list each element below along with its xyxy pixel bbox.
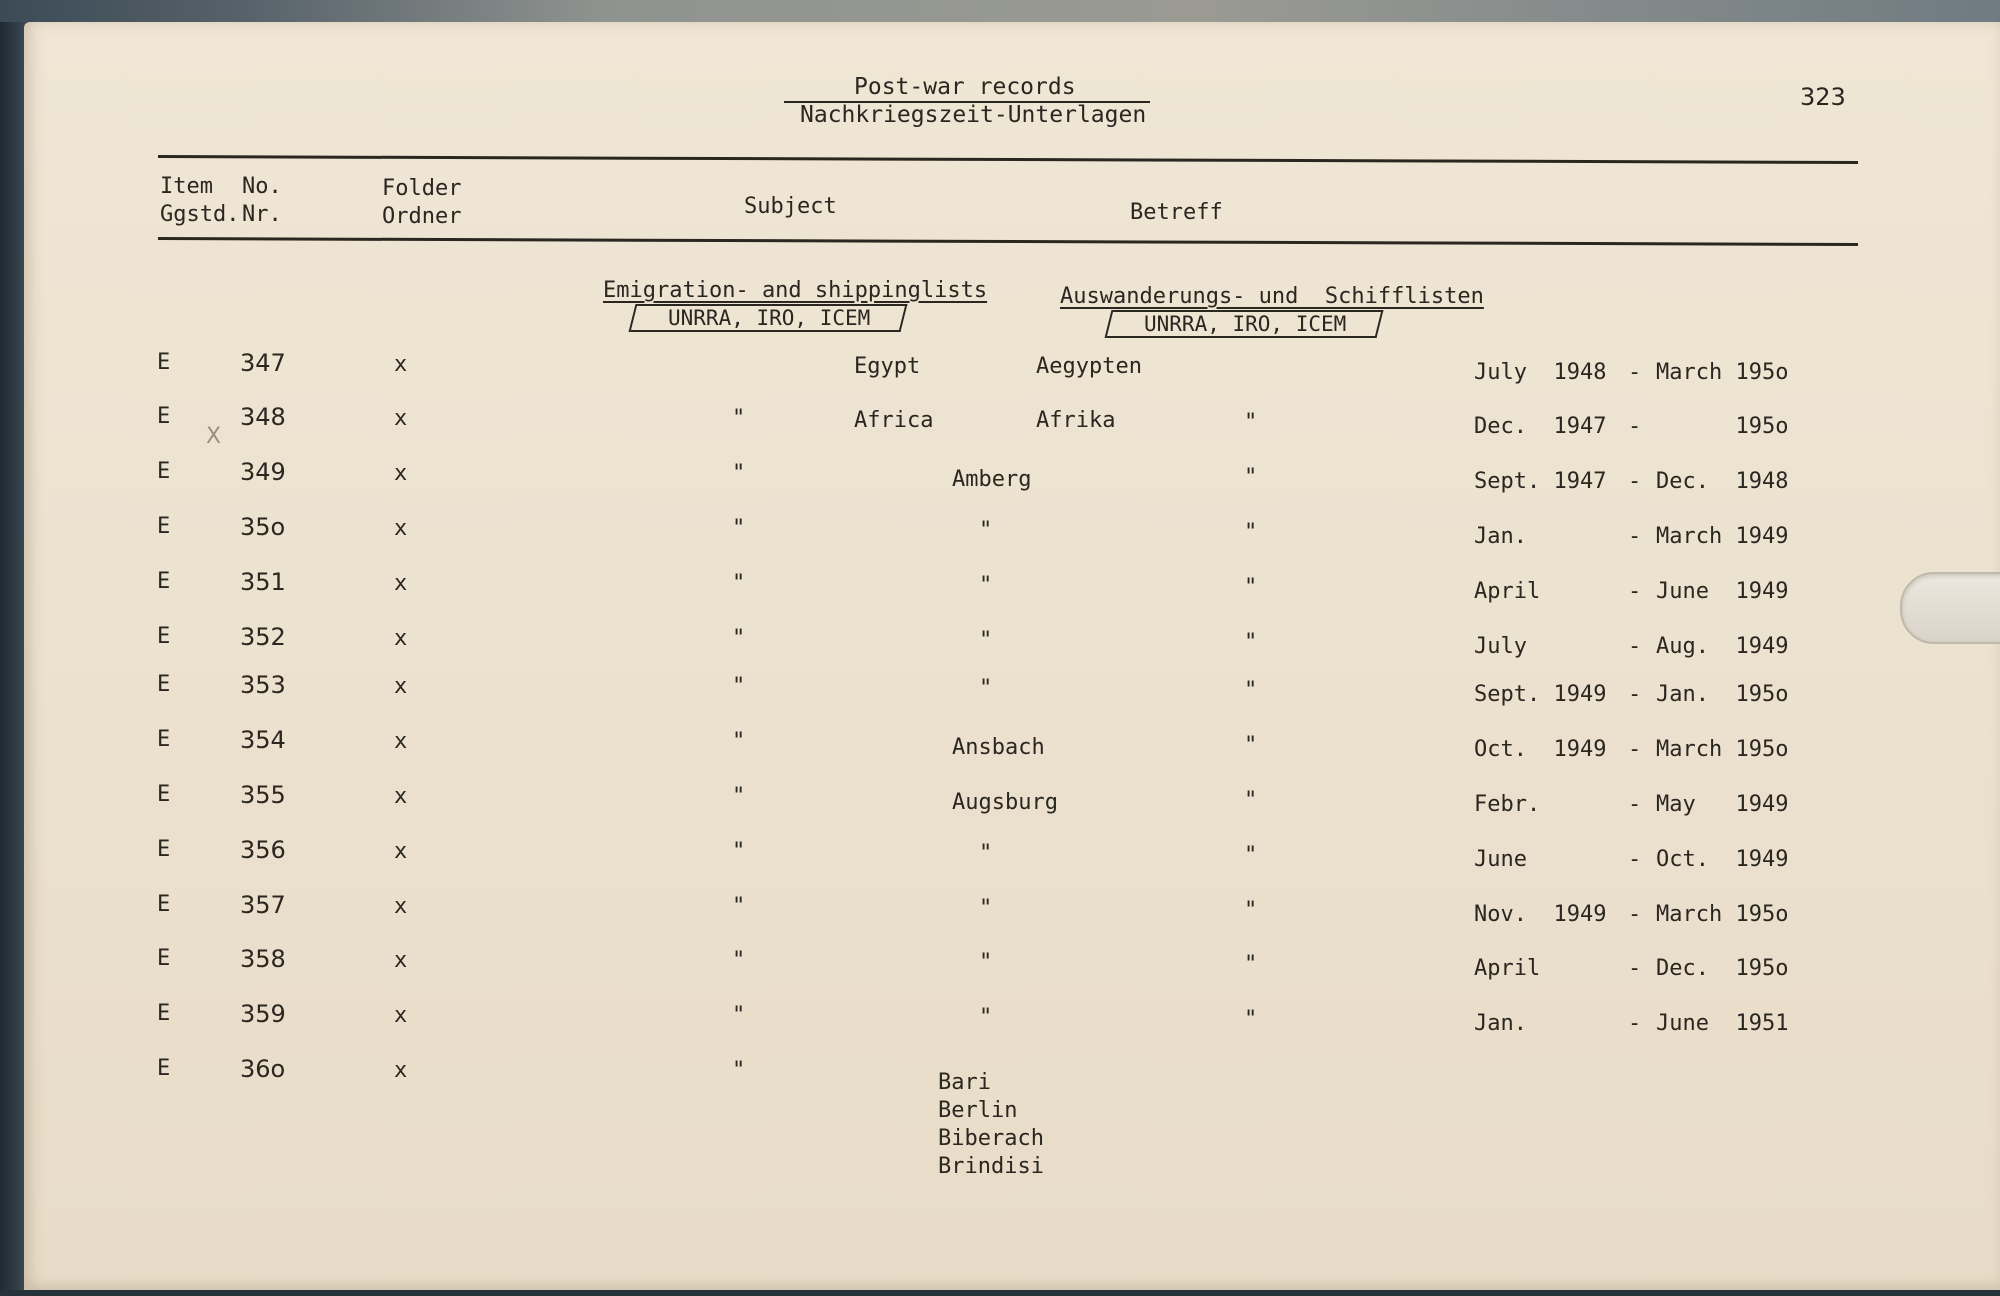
cell-folder: x bbox=[394, 894, 408, 919]
cell-ditto-subject: " bbox=[732, 839, 746, 864]
cell-number: 353 bbox=[240, 671, 286, 699]
title-english: Post-war records bbox=[854, 74, 1076, 100]
cell-item: E bbox=[157, 459, 171, 484]
cell-item: E bbox=[157, 1056, 171, 1081]
cell-folder: x bbox=[394, 571, 408, 596]
cell-date-from: Febr. bbox=[1474, 792, 1541, 817]
cell-item: E bbox=[157, 782, 171, 807]
section-org-german: UNRRA, IRO, ICEM bbox=[1107, 310, 1384, 338]
cell-subject: Augsburg bbox=[952, 790, 1058, 815]
cell-subject: " bbox=[979, 1005, 993, 1030]
cell-date-to: 195o bbox=[1656, 414, 1789, 439]
cell-folder: x bbox=[394, 461, 408, 486]
cell-number: 358 bbox=[240, 945, 286, 973]
cell-date-separator: - bbox=[1628, 469, 1642, 494]
cell-date-separator: - bbox=[1628, 414, 1642, 439]
cell-subject: " bbox=[979, 676, 993, 701]
cell-ditto-betreff: " bbox=[1244, 465, 1258, 490]
col-no-line2: Nr. bbox=[242, 202, 282, 227]
table-row bbox=[24, 569, 2000, 609]
cell-ditto-betreff: " bbox=[1244, 952, 1258, 977]
section-heading-english: Emigration- and shippinglists bbox=[603, 278, 988, 303]
cell-number: 354 bbox=[240, 726, 286, 754]
cell-folder: x bbox=[394, 1058, 408, 1083]
cell-date-separator: - bbox=[1628, 956, 1642, 981]
cell-item: E bbox=[157, 514, 171, 539]
cell-ditto-betreff: " bbox=[1244, 733, 1258, 758]
section-heading-german: Auswanderungs- und Schifflisten bbox=[1060, 284, 1484, 309]
cell-date-from: July bbox=[1474, 634, 1527, 659]
cell-number: 36o bbox=[240, 1055, 286, 1083]
cell-item: E bbox=[157, 727, 171, 752]
page-number: 323 bbox=[1800, 83, 1846, 111]
cell-subject: " bbox=[979, 518, 993, 543]
cell-ditto-subject: " bbox=[732, 406, 746, 431]
cell-date-from: Oct. 1949 bbox=[1474, 737, 1607, 762]
table-row bbox=[24, 837, 2000, 877]
cell-folder: x bbox=[394, 729, 408, 754]
cell-number: 355 bbox=[240, 781, 286, 809]
cell-folder: x bbox=[394, 626, 408, 651]
cell-ditto-betreff: " bbox=[1244, 575, 1258, 600]
cell-item: E bbox=[157, 1001, 171, 1026]
col-subject: Subject bbox=[744, 194, 837, 219]
cell-folder: x bbox=[394, 352, 408, 377]
cell-folder: x bbox=[394, 784, 408, 809]
place-list-item: Brindisi bbox=[938, 1154, 1044, 1179]
cell-date-from: Dec. 1947 bbox=[1474, 414, 1607, 439]
cell-ditto-subject: " bbox=[732, 784, 746, 809]
cell-number: 347 bbox=[240, 349, 286, 377]
cell-date-separator: - bbox=[1628, 847, 1642, 872]
cell-date-from: Nov. 1949 bbox=[1474, 902, 1607, 927]
cell-ditto-subject: " bbox=[732, 1003, 746, 1028]
cell-subject: Egypt bbox=[854, 354, 921, 379]
cell-date-separator: - bbox=[1628, 682, 1642, 707]
cell-date-to: Aug. 1949 bbox=[1656, 634, 1789, 659]
cell-date-separator: - bbox=[1628, 1011, 1642, 1036]
cell-folder: x bbox=[394, 1003, 408, 1028]
index-tab[interactable] bbox=[1900, 572, 2000, 644]
cell-item: E bbox=[157, 404, 171, 429]
table-row bbox=[24, 1056, 2000, 1096]
document-page bbox=[24, 22, 2000, 1290]
cell-betreff: Aegypten bbox=[1036, 354, 1142, 379]
table-row bbox=[24, 514, 2000, 554]
cell-ditto-subject: " bbox=[732, 626, 746, 651]
cell-number: 352 bbox=[240, 623, 286, 651]
col-folder-line1: Folder bbox=[382, 176, 462, 201]
table-row bbox=[24, 672, 2000, 712]
cell-date-separator: - bbox=[1628, 792, 1642, 817]
cell-date-to: Dec. 195o bbox=[1656, 956, 1789, 981]
cell-ditto-subject: " bbox=[732, 674, 746, 699]
col-folder-line2: Ordner bbox=[382, 204, 462, 229]
cell-number: 35o bbox=[240, 513, 286, 541]
table-row bbox=[24, 404, 2000, 444]
cell-ditto-subject: " bbox=[732, 948, 746, 973]
cell-date-to: March 195o bbox=[1656, 902, 1789, 927]
cell-subject: Amberg bbox=[952, 467, 1032, 492]
cell-date-to: June 1949 bbox=[1656, 579, 1789, 604]
margin-mark: X bbox=[206, 424, 222, 449]
cell-folder: x bbox=[394, 674, 408, 699]
cell-ditto-betreff: " bbox=[1244, 410, 1258, 435]
cell-date-to: May 1949 bbox=[1656, 792, 1789, 817]
cell-number: 348 bbox=[240, 403, 286, 431]
cell-date-separator: - bbox=[1628, 360, 1642, 385]
place-list-item: Biberach bbox=[938, 1126, 1044, 1151]
cell-date-to: Oct. 1949 bbox=[1656, 847, 1789, 872]
cell-date-to: March 195o bbox=[1656, 737, 1789, 762]
cell-ditto-betreff: " bbox=[1244, 843, 1258, 868]
cell-date-separator: - bbox=[1628, 737, 1642, 762]
cell-ditto-betreff: " bbox=[1244, 898, 1258, 923]
table-row bbox=[24, 892, 2000, 932]
cell-betreff: Afrika bbox=[1036, 408, 1116, 433]
cell-date-to: Jan. 195o bbox=[1656, 682, 1789, 707]
table-row bbox=[24, 727, 2000, 767]
section-org-english: UNRRA, IRO, ICEM bbox=[631, 304, 908, 332]
cell-date-to: March 1949 bbox=[1656, 524, 1789, 549]
cell-folder: x bbox=[394, 406, 408, 431]
cell-date-from: June bbox=[1474, 847, 1527, 872]
cell-subject: " bbox=[979, 573, 993, 598]
cell-ditto-subject: " bbox=[732, 1058, 746, 1083]
table-row bbox=[24, 1001, 2000, 1041]
cell-date-from: Jan. bbox=[1474, 524, 1527, 549]
cell-ditto-betreff: " bbox=[1244, 1007, 1258, 1032]
cell-date-from: April bbox=[1474, 579, 1541, 604]
cell-number: 356 bbox=[240, 836, 286, 864]
cell-number: 357 bbox=[240, 891, 286, 919]
cell-date-from: July 1948 bbox=[1474, 360, 1607, 385]
cell-date-to: Dec. 1948 bbox=[1656, 469, 1789, 494]
col-no-line1: No. bbox=[242, 174, 282, 199]
cell-ditto-betreff: " bbox=[1244, 678, 1258, 703]
cell-date-separator: - bbox=[1628, 579, 1642, 604]
table-row bbox=[24, 459, 2000, 499]
cell-date-separator: - bbox=[1628, 902, 1642, 927]
cell-folder: x bbox=[394, 516, 408, 541]
cell-date-separator: - bbox=[1628, 524, 1642, 549]
header-rule-bottom bbox=[158, 237, 1858, 246]
table-row bbox=[24, 782, 2000, 822]
cell-ditto-subject: " bbox=[732, 571, 746, 596]
table-row bbox=[24, 350, 2000, 390]
cell-date-separator: - bbox=[1628, 634, 1642, 659]
cell-ditto-subject: " bbox=[732, 516, 746, 541]
cell-subject: Ansbach bbox=[952, 735, 1045, 760]
cell-item: E bbox=[157, 624, 171, 649]
place-list-item: Bari bbox=[938, 1070, 991, 1095]
cell-subject: " bbox=[979, 628, 993, 653]
cell-date-from: April bbox=[1474, 956, 1541, 981]
cell-date-from: Jan. bbox=[1474, 1011, 1527, 1036]
cell-ditto-betreff: " bbox=[1244, 630, 1258, 655]
cell-date-to: June 1951 bbox=[1656, 1011, 1789, 1036]
col-item-line1: Item bbox=[160, 174, 213, 199]
cell-folder: x bbox=[394, 948, 408, 973]
cell-item: E bbox=[157, 892, 171, 917]
cell-ditto-betreff: " bbox=[1244, 520, 1258, 545]
cell-number: 359 bbox=[240, 1000, 286, 1028]
cell-subject: " bbox=[979, 896, 993, 921]
binding-edge bbox=[0, 22, 24, 1290]
title-german: Nachkriegszeit-Unterlagen bbox=[800, 102, 1147, 128]
table-row bbox=[24, 624, 2000, 664]
cell-item: E bbox=[157, 350, 171, 375]
cell-subject: " bbox=[979, 950, 993, 975]
cell-date-from: Sept. 1947 bbox=[1474, 469, 1607, 494]
header-rule-top bbox=[158, 155, 1858, 164]
cell-number: 351 bbox=[240, 568, 286, 596]
table-row bbox=[24, 946, 2000, 986]
place-list-item: Berlin bbox=[938, 1098, 1018, 1123]
cell-ditto-subject: " bbox=[732, 729, 746, 754]
cell-ditto-subject: " bbox=[732, 894, 746, 919]
cell-date-to: March 195o bbox=[1656, 360, 1789, 385]
cell-folder: x bbox=[394, 839, 408, 864]
cell-number: 349 bbox=[240, 458, 286, 486]
cell-item: E bbox=[157, 946, 171, 971]
col-betreff: Betreff bbox=[1130, 200, 1223, 225]
cell-ditto-betreff: " bbox=[1244, 788, 1258, 813]
col-item-line2: Ggstd. bbox=[160, 202, 240, 227]
cell-date-from: Sept. 1949 bbox=[1474, 682, 1607, 707]
cell-ditto-subject: " bbox=[732, 461, 746, 486]
cell-item: E bbox=[157, 569, 171, 594]
cell-subject: Africa bbox=[854, 408, 934, 433]
cell-subject: " bbox=[979, 841, 993, 866]
cell-item: E bbox=[157, 837, 171, 862]
cell-item: E bbox=[157, 672, 171, 697]
